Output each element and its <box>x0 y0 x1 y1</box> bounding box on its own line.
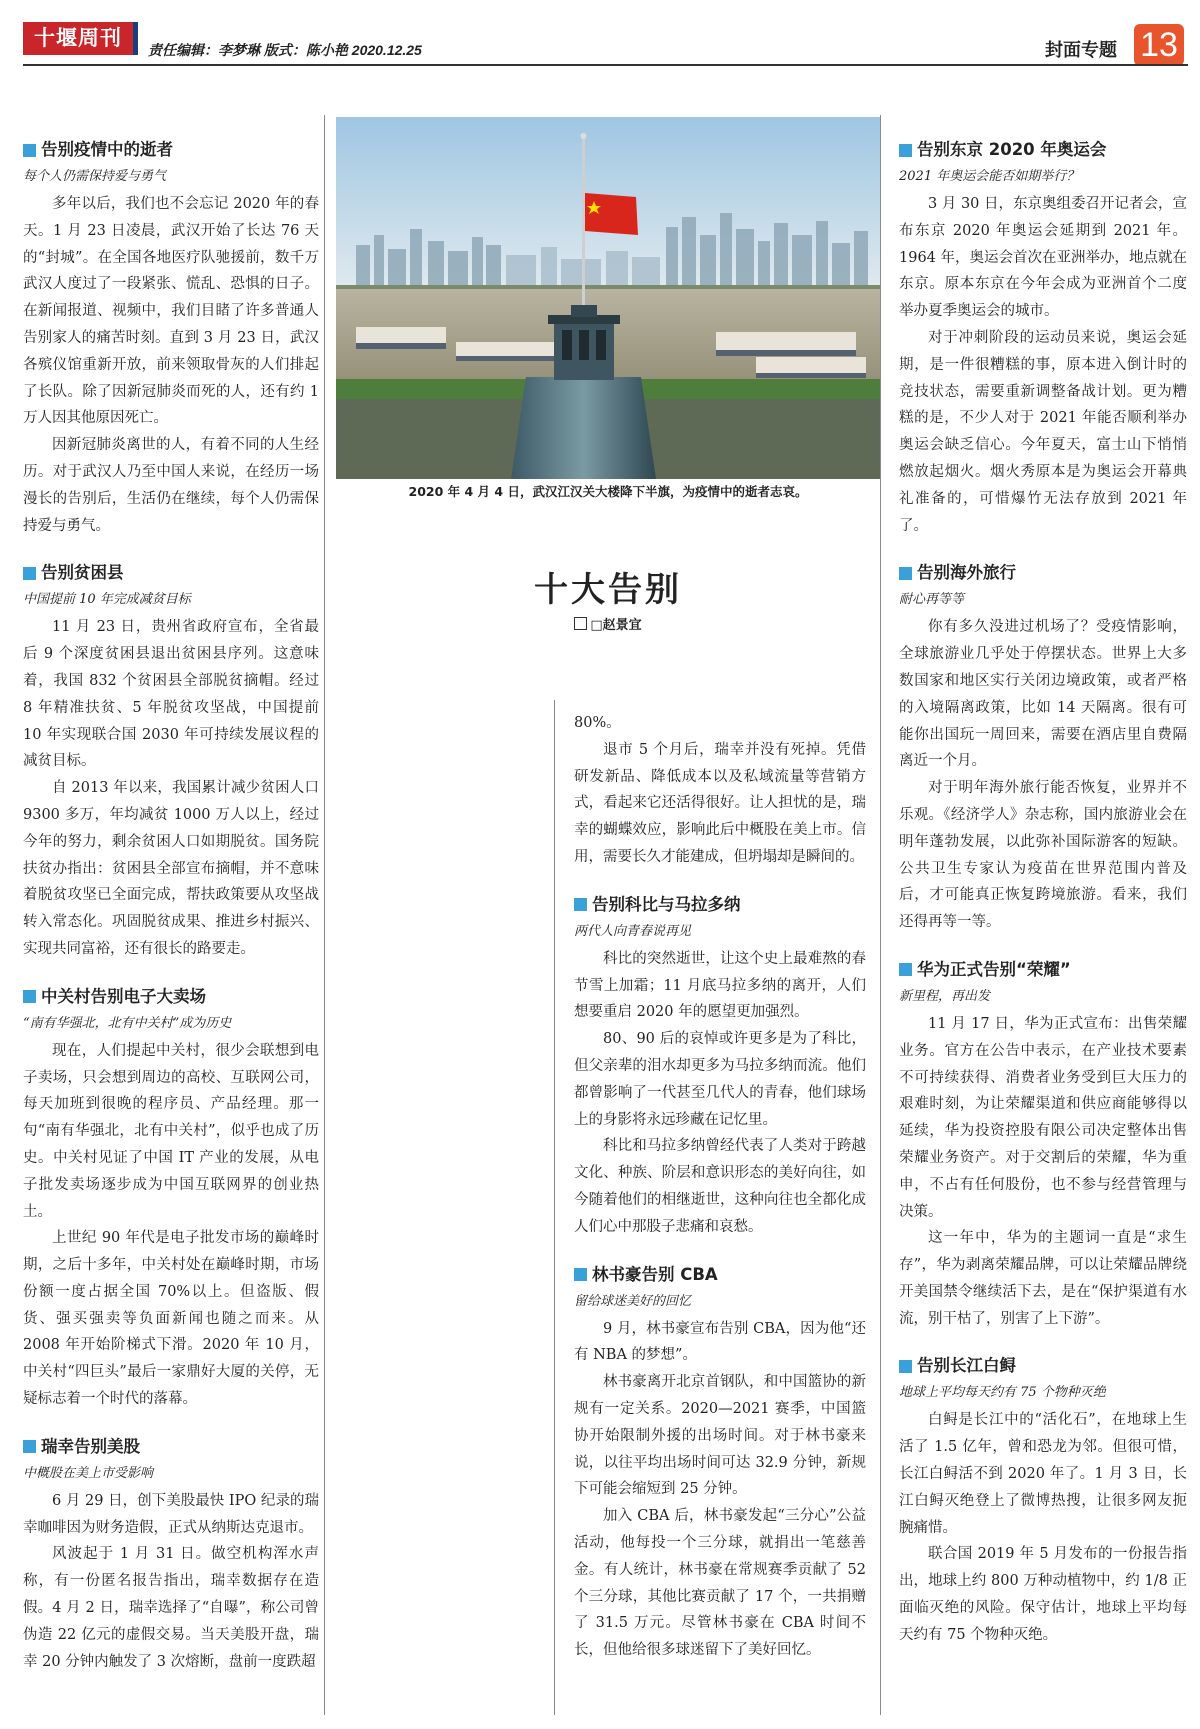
section-subtitle: “南有华强北，北有中关村”成为历史 <box>23 1015 232 1031</box>
section-subtitle: 地球上平均每天约有 75 个物种灭绝 <box>899 1385 1106 1401</box>
heading-square-icon <box>574 1268 587 1281</box>
section-heading: 告别疫情中的逝者 <box>23 135 319 165</box>
paragraph: 因新冠肺炎离世的人，有着不同的人生经历。对于武汉人乃至中国人来说，在经历一场漫长的告别后，生活仍在继续，每个人仍需保持爱与勇气。 <box>23 437 319 534</box>
section-subtitle: 两代人向青春说再见 <box>574 923 692 939</box>
paragraph: 现在，人们提起中关村，很少会联想到电子卖场，只会想到周边的高校、互联网公司，每天加班到很晚的程序员、产品经理。那一句“南有华强北，北有中关村”，似乎也成了历史。中关村见证了中国 IT 产业的发展，从电子批发卖场逐步成为中国互联网界的创业热土。 <box>23 1042 319 1220</box>
paragraph: 对于明年海外旅行能否恢复，业界并不乐观。《经济学人》杂志称，国内旅游业会在明年蓬勃发展，以此弥补国际游客的短缺。公共卫生专家认为疫苗在世界范围内普及后，才可能真正恢复跨境旅游。看来，我们还得再等一等。 <box>899 780 1187 931</box>
paragraph: 科比和马拉多纳曾经代表了人类对于跨越文化、种族、阶层和意识形态的美好向往，如今随着他们的相继逝世，这种向往也全都化成人们心中那股子悲痛和哀愁。 <box>574 1138 866 1235</box>
section-heading: 告别东京 2020 年奥运会 <box>899 135 1187 165</box>
paragraph: 11 月 17 日，华为正式宣布：出售荣耀业务。官方在公告中表示，在产业技术要素不可持续获得、消费者业务受到巨大压力的艰难时刻，为让荣耀渠道和供应商能够得以延续，华为投资控股有限公司决定整体出售荣耀业务资产。对于交割后的荣耀，华为重申，不占有任何股份，也不参与经营管理与决策。 <box>899 1015 1187 1220</box>
header-rule <box>23 64 1188 66</box>
photo-caption: 2020 年 4 月 4 日，武汉江汉关大楼降下半旗，为疫情中的逝者志哀。 <box>408 484 808 499</box>
paragraph: 这一年中，华为的主题词一直是“求生存”，华为剥离荣耀品牌，可以让荣耀品牌绕开美国禁令继续活下去，是在“保护渠道有水流，别干枯了，别害了上下游”。 <box>899 1230 1187 1327</box>
column-middle <box>574 710 866 1664</box>
section-heading: 华为正式告别“荣耀” <box>899 955 1187 985</box>
column-left <box>23 135 319 1675</box>
paragraph: 白鲟是长江中的“活化石”，在地球上生活了 1.5 亿年，曾和恐龙为邻。但很可惜，长江白鲟活不到 2020 年了。1 月 3 日，长江白鲟灭绝登上了微博热搜，让很多网友扼腕痛惜。 <box>899 1412 1187 1536</box>
section-subtitle: 耐心再等等 <box>899 592 965 608</box>
paragraph: 联合国 2019 年 5 月发布的一份报告指出，地球上约 800 万种动植物中，约 1/8 正面临灭绝的风险。保守估计，地球上平均每天约有 75 个物种灭绝。 <box>899 1546 1187 1643</box>
section-subtitle: 留给球迷美好的回忆 <box>574 1293 692 1309</box>
article-title: 十大告别 <box>534 570 682 610</box>
article-byline <box>336 614 880 633</box>
paragraph: 80、90 后的哀悼或许更多是为了科比，但父亲辈的泪水却更多为马拉多纳而流。他们都曾影响了一代甚至几代人的青春，他们球场上的身影将永远珍藏在记忆里。 <box>574 1031 866 1128</box>
paragraph: 加入 CBA 后，林书豪发起“三分心”公益活动，他每投一个三分球，就捐出一笔慈善金。有人统计，林书豪在常规赛季贡献了 52 个三分球，其他比赛贡献了 17 个，一共捐赠了 31.5 万元。尽管林书豪在 CBA 时间不长，但他给很多球迷留下了美好回忆。 <box>574 1508 866 1659</box>
heading-square-icon <box>899 144 912 157</box>
paragraph: 对于冲刺阶段的运动员来说，奥运会延期，是一件很糟糕的事，原本进入倒计时的竞技状态，需要重新调整备战计划。更为糟糕的是，不少人对于 2021 年能否顺利举办奥运会缺乏信心。今年夏天，富士山下悄悄燃放起烟火。烟火秀原本是为奥运会开幕典礼准备的，可惜爆竹无法存放到 2021 年了。 <box>899 329 1187 534</box>
section-subtitle: 中国提前 10 年完成减贫目标 <box>23 592 191 608</box>
column-divider <box>554 700 555 1715</box>
paragraph: 林书豪离开北京首钢队，和中国篮协的新规有一定关系。2020—2021 赛季，中国篮协开始限制外援的出场时间。对于林书豪来说，以往平均出场时间可达 32.9 分钟，新规下可能会缩短到 25 分钟。 <box>574 1374 866 1498</box>
section-subtitle: 中概股在美上市受影响 <box>23 1465 154 1481</box>
column-right <box>899 135 1187 1649</box>
section-subtitle: 每个人仍需保持爱与勇气 <box>23 169 167 184</box>
heading-square-icon <box>899 1360 912 1373</box>
heading-square-icon <box>574 898 587 911</box>
heading-square-icon <box>23 144 36 157</box>
paragraph: 退市 5 个月后，瑞幸并没有死掉。凭借研发新品、降低成本以及私域流量等营销方式，看起来它还活得很好。让人担忧的是，瑞幸的蝴蝶效应，影响此后中概股在美上市。信用，需要长久才能建成，但坍塌却是瞬间的。 <box>574 741 866 865</box>
section-heading: 告别海外旅行 <box>899 558 1187 588</box>
section-heading: 告别长江白鲟 <box>899 1351 1187 1381</box>
page-number: 13 <box>1134 24 1184 66</box>
flag-half-mast-photo <box>336 117 880 479</box>
paragraph: 9 月，林书豪宣布告别 CBA，因为他“还有 NBA 的梦想”。 <box>574 1320 866 1364</box>
paragraph: 多年以后，我们也不会忘记 2020 年的春天。1 月 23 日凌晨，武汉开始了长达 76 天的“封城”。在全国各地医疗队驰援前，数千万武汉人度过了一段紧张、慌乱、恐惧的日子。在新闻报道、视频中，我们目睹了许多普通人告别家人的痛苦时刻。直到 3 月 23 日，武汉各殡仪馆重新开放，前来领取骨灰的人们排起了长队。除了因新冠肺炎而死的人，还有约 1 万人因其他原因死亡。 <box>23 196 319 427</box>
section-label: 封面专题 <box>1045 40 1117 61</box>
heading-square-icon <box>899 567 912 580</box>
heading-square-icon <box>23 1440 36 1453</box>
paragraph: 你有多久没进过机场了？受疫情影响，全球旅游业几乎处于停摆状态。世界上大多数国家和地区实行关闭边境政策，或者严格的入境隔离政策，比如 14 天隔离。很有可能你出国玩一周回来，需要在酒店里自费隔离近一个月。 <box>899 619 1187 770</box>
heading-square-icon <box>23 990 36 1003</box>
masthead-text: 十堰周刊 <box>34 26 122 50</box>
paragraph: 80%。 <box>574 715 621 731</box>
section-heading: 林书豪告别 CBA <box>574 1260 866 1290</box>
section-subtitle: 新里程，再出发 <box>899 988 991 1004</box>
heading-square-icon <box>899 963 912 976</box>
section-heading: 中关村告别电子大卖场 <box>23 982 319 1012</box>
byline-box-icon <box>574 617 587 630</box>
paragraph: 6 月 29 日，创下美股最快 IPO 纪录的瑞幸咖啡因为财务造假，正式从纳斯达克退市。 <box>23 1492 319 1536</box>
paragraph: 11 月 23 日，贵州省政府宣布，全省最后 9 个深度贫困县退出贫困县序列。这意味着，我国 832 个贫困县全部脱贫摘帽。经过 8 年精准扶贫、5 年脱贫攻坚战，中国提前 10 年实现联合国 2030 年可持续发展议程的减贫目标。 <box>23 619 319 770</box>
byline-text: □赵景宜 <box>590 618 642 633</box>
paragraph: 3 月 30 日，东京奥组委召开记者会，宣布东京 2020 年奥运会延期到 2021 年。1964 年，奥运会首次在亚洲举办，地点就在东京。原本东京在今年会成为亚洲首个二度举办夏季奥运会的城市。 <box>899 196 1188 320</box>
paragraph: 自 2013 年以来，我国累计减少贫困人口 9300 多万，年均减贫 1000 万人以上，经过今年的努力，剩余贫困人口如期脱贫。国务院扶贫办指出：贫困县全部宣布摘帽，并不意味着脱贫攻坚已全面完成，帮扶政策要从攻坚战转入常态化。巩固脱贫成果、推进乡村振兴、实现共同富裕，还有很长的路要走。 <box>23 780 319 957</box>
section-heading: 瑞幸告别美股 <box>23 1432 319 1462</box>
editor-meta: 责任编辑：李梦琳 版式：陈小艳 2020.12.25 <box>148 42 422 58</box>
masthead-logo <box>23 22 138 55</box>
section-subtitle: 2021 年奥运会能否如期举行？ <box>899 169 1080 184</box>
paragraph: 上世纪 90 年代是电子批发市场的巅峰时期，之后十多年，中关村处在巅峰时期，市场份额一度占据全国 70%以上。但盗版、假货、强买强卖等负面新闻也随之而来。从 2008 年开始阶梯式下滑。2020 年 10 月，中关村“四巨头”最后一家鼎好大厦的关停，无疑标志着一个时代的落幕。 <box>23 1230 319 1408</box>
column-divider <box>880 115 881 1715</box>
heading-square-icon <box>23 567 36 580</box>
paragraph: 科比的突然逝世，让这个史上最难熬的春节雪上加霜；11 月底马拉多纳的离开，人们想要重启 2020 年的愿望更加强烈。 <box>574 950 866 1021</box>
column-divider <box>324 115 325 1715</box>
section-heading: 告别贫困县 <box>23 558 319 588</box>
paragraph: 风波起于 1 月 31 日。做空机构浑水声称，有一份匿名报告指出，瑞幸数据存在造假。4 月 2 日，瑞幸选择了“自曝”，称公司曾伪造 22 亿元的虚假交易。当天美股开盘，瑞幸 20 分钟内触发了 3 次熔断，盘前一度跌超 <box>23 1546 319 1670</box>
section-heading: 告别科比与马拉多纳 <box>574 890 866 920</box>
